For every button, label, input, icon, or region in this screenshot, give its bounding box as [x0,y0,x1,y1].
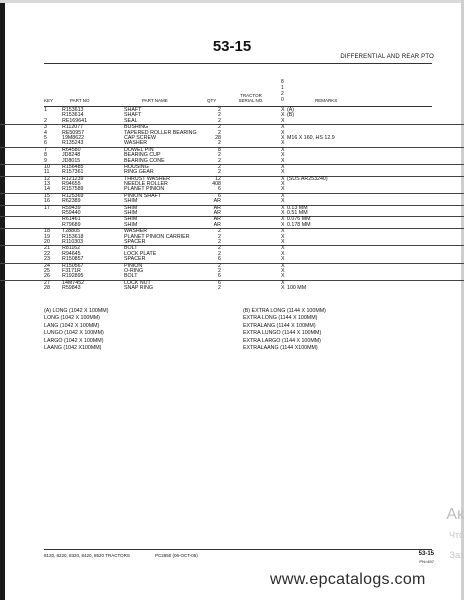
cell-part-name: SHIM [124,210,138,217]
cell-applicability: X [281,273,285,280]
page-number-title: 53-15 [212,38,252,55]
note-line: EXTRA LARGO (1144 X 100MM) [243,337,321,344]
cell-part-no: T28805 [62,228,80,235]
cell-key: 20 [44,238,50,245]
note-line: LUNGO (1042 X 100MM) [44,330,104,337]
cell-key: 3 [44,124,47,131]
cell-applicability: X [281,198,285,205]
cell-qty: AR [213,198,221,205]
cell-qty: 6 [218,192,221,199]
footer-code: PC2850 (06-OCT-05) [155,553,198,558]
note-line: LAANG (1042 X100MM) [44,345,102,352]
col-header-vertical-code [281,79,284,103]
cell-qty: AR [213,204,221,211]
cell-key: 24 [44,262,50,269]
cell-applicability: X [281,117,285,124]
cell-applicability: X [281,157,285,164]
watermark-link[interactable]: www.epcatalogs.com [270,571,426,588]
cell-applicability: X [281,146,285,153]
cell-part-no: R112077 [62,124,84,131]
cell-part-no: R59440 [62,210,81,217]
parts-table [0,108,464,292]
footer-page-sub: PN=497 [419,559,434,564]
cell-qty: AR [213,216,221,223]
cell-key: 16 [44,198,50,205]
cell-qty: 2 [218,285,221,292]
cell-part-name: SPACER [124,256,146,263]
cell-part-name: BOLT [124,245,138,252]
cell-remarks: 0.076 MM [287,216,311,223]
cell-qty: 2 [218,262,221,269]
cell-key: 11 [44,169,50,176]
cell-part-name: O-RING [124,267,144,274]
cell-part-name: THRUST WASHER [124,175,170,182]
col-header-qty: QTY [207,98,217,103]
cell-part-name: LOCK NUT [124,279,151,286]
note-line: (A) LONG (1042 X 100MM) [44,308,109,314]
cell-qty: 2 [218,267,221,274]
col-header-part-name: PART NAME [142,98,168,103]
cell-qty: 2 [218,129,221,136]
cell-applicability: X [281,233,285,240]
cell-qty: 28 [215,134,221,141]
cell-qty: 6 [218,273,221,280]
cell-part-name: BEARING CONE [124,157,165,164]
header-rule [44,63,432,64]
cell-part-name: SHIM [124,198,138,205]
cell-part-no: RE169641 [62,117,88,124]
cell-applicability: X [281,134,285,141]
cell-qty: 2 [218,169,221,176]
cell-part-name: SHAFT [124,112,142,119]
cell-qty: AR [213,210,221,217]
cell-qty: 2 [218,112,221,119]
cell-qty: 2 [218,157,221,164]
note-line: LARGO (1042 X 100MM) [44,337,104,344]
cell-key: 4 [44,129,47,136]
cell-part-no: R94645 [62,250,81,257]
cell-part-no: R125369 [62,192,84,199]
cell-part-no: R153613 [62,107,84,113]
cell-key: 25 [44,267,50,274]
cell-applicability: X [281,256,285,263]
cell-applicability: X [281,250,285,257]
cell-part-no: R61461 [62,216,81,223]
overlay-text-line: Что [448,530,464,540]
cell-part-name: WASHER [124,140,148,147]
col-header-part-no: PART NO [70,98,90,103]
cell-part-name: HOUSING [124,163,149,170]
cell-key: 28 [44,285,50,292]
cell-part-no: R81162 [62,245,81,252]
cell-applicability: X [281,186,285,193]
cell-part-no: R150857 [62,256,84,263]
cell-qty: 2 [218,228,221,235]
cell-key: 19 [44,233,50,240]
cell-applicability: X [281,216,285,223]
cell-key: 18 [44,228,50,235]
cell-qty: 2 [218,250,221,257]
cell-applicability: X [281,262,285,269]
cell-key: 1 [44,107,47,113]
cell-part-name: SPACER [124,238,146,245]
cell-part-no: JD8015 [62,157,81,164]
cell-qty: 2 [218,238,221,245]
cell-qty: 2 [218,163,221,170]
cell-key: 10 [44,163,50,170]
cell-key: 21 [44,245,50,252]
note-line: EXTRA LUNGO (1144 X 100MM) [243,330,322,337]
cell-applicability: X [281,152,285,159]
cell-part-name: PINION SHAFT [124,192,162,199]
cell-key: 8 [44,152,47,159]
cell-applicability: X [281,181,285,188]
cell-part-no: R157361 [62,169,84,176]
note-line: EXTRALANG (1144 X 100MM) [243,322,316,329]
cell-part-no: R153614 [62,112,84,119]
cell-part-name: SNAP RING [124,285,154,292]
cell-part-name: SHAFT [124,107,142,113]
vertical-digit: 0 [281,97,284,103]
page-edge-left [0,0,5,600]
cell-part-no: 19M8622 [62,134,85,141]
cell-key: 9 [44,157,47,164]
overlay-text-line: Заз [449,550,464,560]
table-row [0,286,464,291]
cell-remarks: (SUS AR253240) [287,175,328,182]
cell-qty: 2 [218,152,221,159]
section-title: DIFFERENTIAL AND REAR PTO [340,54,434,60]
cell-key: 6 [44,140,47,147]
note-line: EXTRA LONG (1144 X 100MM) [243,315,318,322]
cell-part-name: BEARING CUP [124,152,161,159]
cell-applicability: X [281,285,285,292]
note-line: LONG (1042 X 100MM) [44,315,100,322]
cell-part-no: R153618 [62,233,84,240]
cell-key: 27 [44,279,50,286]
cell-remarks: 0.51 MM [287,210,308,217]
cell-qty: 2 [218,140,221,147]
cell-applicability: X [281,204,285,211]
cell-key: 22 [44,250,50,257]
cell-applicability: X [281,163,285,170]
table-header-rule [44,106,432,107]
cell-applicability: X [281,279,285,286]
cell-remarks: 0.13 MM [287,204,308,211]
notes-left [44,308,108,352]
note-line: LANG (1042 X 100MM) [44,322,100,329]
cell-key: 13 [44,181,50,188]
cell-applicability: X [281,210,285,217]
page-edge-top [0,0,464,3]
cell-part-name: WASHER [124,228,148,235]
cell-part-name: SHIM [124,221,138,228]
cell-remarks: M16 X 160, HS 12.9 [287,134,335,141]
cell-applicability: X [281,140,285,147]
vertical-digit: 8 [281,79,284,85]
cell-qty: 6 [218,279,221,286]
notes-right [243,308,326,352]
cell-remarks: (A) [287,107,295,113]
cell-qty: 6 [218,186,221,193]
cell-part-name: DOWEL PIN [124,146,154,153]
cell-qty: 12 [215,175,221,182]
cell-remarks: 0.178 MM [287,221,311,228]
cell-part-name: TAPERED ROLLER BEARING [124,129,197,136]
cell-part-no: 14M7452 [62,279,85,286]
cell-qty: 2 [218,233,221,240]
footer-models: 8120, 8220, 8320, 8420, 8520 TRACTORS [44,553,130,558]
cell-qty: 6 [218,256,221,263]
cell-part-no: R64580 [62,146,81,153]
cell-part-no: R156485 [62,163,84,170]
col-header-tractor-serial: TRACTOR SERIAL NO. [238,93,264,103]
cell-part-name: CAP SCREW [124,134,156,141]
footer-page-number: 53-15 [418,551,434,557]
cell-key: 5 [44,134,47,141]
cell-part-no: R59843 [62,285,81,292]
cell-remarks: (B) [287,112,295,119]
cell-part-name: SHIM [124,204,138,211]
cell-part-no: R79689 [62,221,81,228]
col-header-remarks: REMARKS [315,98,338,103]
cell-applicability: X [281,107,285,113]
col-header-key: KEY [44,98,54,103]
cell-qty: 2 [218,245,221,252]
cell-part-no: R94655 [62,181,81,188]
overlay-text: Ак [446,506,464,523]
cell-key: 14 [44,186,50,193]
vertical-digit: 2 [281,91,284,97]
cell-part-no: R150567 [62,262,84,269]
cell-part-name: BUSHING [124,124,149,131]
cell-qty: 2 [218,124,221,131]
cell-part-name: RING GEAR [124,169,154,176]
cell-part-name: LOCK PLATE [124,250,157,257]
cell-applicability: X [281,169,285,176]
cell-part-no: R59439 [62,204,81,211]
cell-applicability: X [281,228,285,235]
cell-key: 2 [44,117,47,124]
cell-qty: AR [213,221,221,228]
note-line: EXTRALAANG (1144 X100MM) [243,345,318,352]
cell-part-no: R62389 [62,198,81,205]
cell-qty: 408 [212,181,221,188]
cell-applicability: X [281,129,285,136]
cell-key: 12 [44,175,50,182]
cell-applicability: X [281,267,285,274]
cell-key: 23 [44,256,50,263]
cell-qty: 8 [218,146,221,153]
cell-part-name: PINION [124,262,143,269]
cell-part-no: R192895 [62,273,84,280]
cell-part-name: PLANET PINION [124,186,165,193]
note-line: (B) EXTRA LONG (1144 X 100MM) [243,308,326,314]
cell-part-no: JD8248 [62,152,81,159]
cell-applicability: X [281,112,285,119]
cell-part-no: R135243 [62,140,84,147]
cell-applicability: X [281,238,285,245]
cell-part-name: PLANET PINION CARRIER [124,233,190,240]
cell-part-no: R110303 [62,238,84,245]
cell-part-no: R121239 [62,175,84,182]
cell-applicability: X [281,192,285,199]
cell-key: 15 [44,192,50,199]
cell-key: 17 [44,204,50,211]
cell-applicability: X [281,221,285,228]
cell-part-no: R157589 [62,186,84,193]
cell-applicability: X [281,124,285,131]
cell-part-name: SEAL [124,117,138,124]
cell-qty: 2 [218,107,221,113]
cell-key: 7 [44,146,47,153]
cell-qty: 2 [218,117,221,124]
cell-key: 26 [44,273,50,280]
cell-part-no: F3171R [62,267,81,274]
cell-part-name: NEEDLE ROLLER [124,181,168,188]
cell-part-name: SHIM [124,216,138,223]
cell-applicability: X [281,175,285,182]
vertical-digit: 1 [281,85,284,91]
cell-part-no: RE50957 [62,129,85,136]
cell-applicability: X [281,245,285,252]
cell-part-name: BOLT [124,273,138,280]
cell-remarks: 100 MM [287,285,307,292]
footer-rule [44,549,432,550]
